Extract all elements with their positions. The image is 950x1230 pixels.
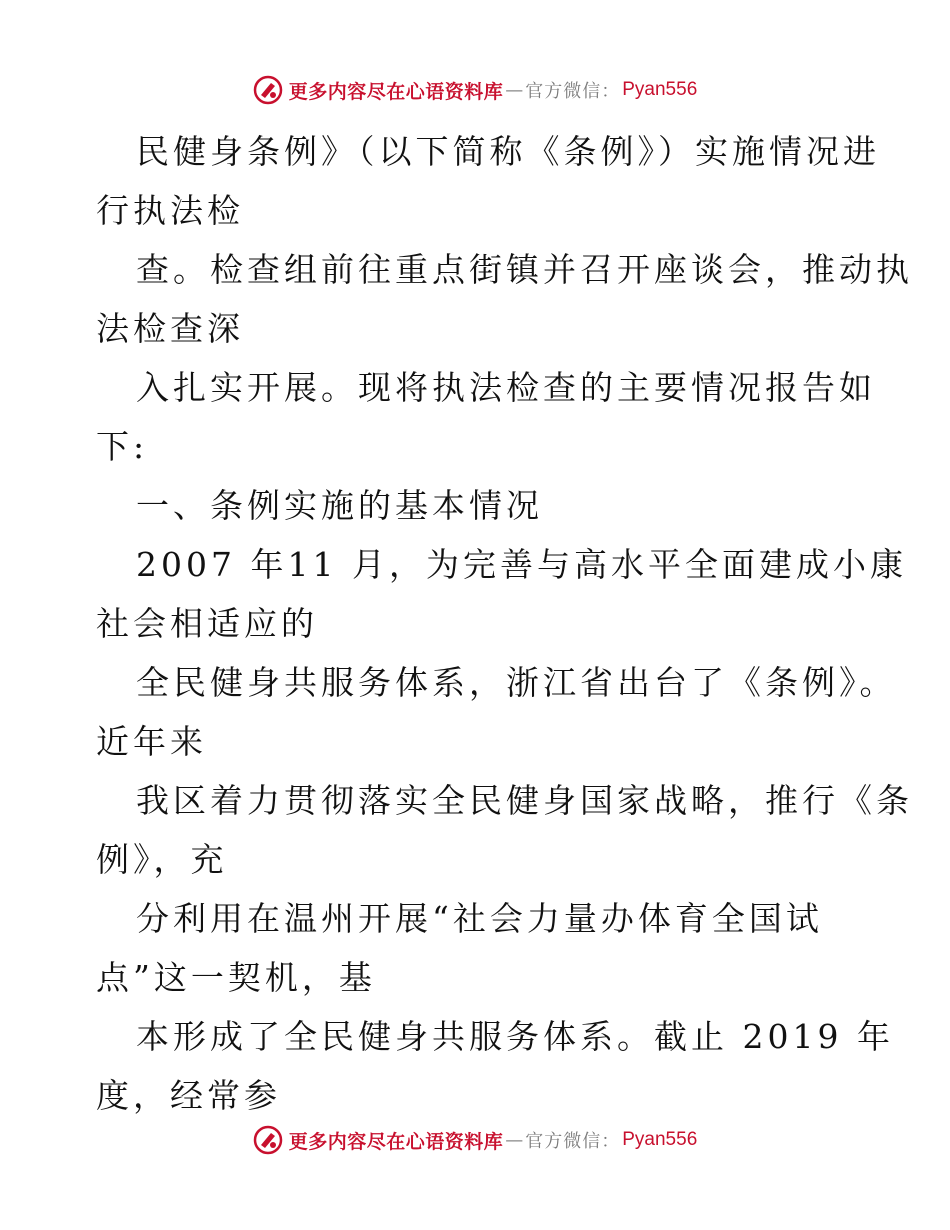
watermark-header <box>0 70 950 110</box>
watermark-site-text: 更多内容尽在心语资料库 <box>288 80 504 103</box>
watermark-footer <box>0 1120 950 1160</box>
body-line: 下: <box>96 427 149 466</box>
section-heading: 一、条例实施的基本情况 <box>136 486 543 525</box>
body-line: 分利用在温州开展“社会力量办体育全国试 <box>136 899 823 938</box>
body-line: 行执法检 <box>96 191 244 230</box>
body-line: 本形成了全民健身共服务体系。截止 2019 年 <box>136 1017 894 1056</box>
body-line: 入扎实开展。现将执法检查的主要情况报告如 <box>136 368 876 407</box>
body-line: 法检查深 <box>96 309 244 348</box>
watermark-wechat-id: Pyan556 <box>622 1129 698 1150</box>
body-line: 例》，充 <box>96 840 228 879</box>
watermark-wechat-label: 官方微信： <box>525 81 621 102</box>
watermark-wechat-id: Pyan556 <box>622 79 698 100</box>
watermark-separator: — <box>505 79 524 101</box>
body-line: 我区着力贯彻落实全民健身国家战略，推行《条 <box>136 781 913 820</box>
body-line: 度，经常参 <box>96 1076 281 1115</box>
body-line: 点”这一契机，基 <box>96 958 376 997</box>
body-line: 近年来 <box>96 722 207 761</box>
watermark-wechat-label: 官方微信： <box>525 1131 621 1152</box>
body-line: 全民健身共服务体系，浙江省出台了《条例》。 <box>136 663 897 702</box>
logo-icon <box>253 1125 283 1155</box>
body-line: 2007 年11 月，为完善与高水平全面建成小康 <box>136 545 907 584</box>
body-line: 社会相适应的 <box>96 604 318 643</box>
logo-icon <box>253 75 283 105</box>
watermark-separator: — <box>505 1129 524 1151</box>
body-line: 查。检查组前往重点街镇并召开座谈会，推动执 <box>136 250 913 289</box>
watermark-site-text: 更多内容尽在心语资料库 <box>288 1130 504 1153</box>
body-line: 民健身条例》（以下简称《条例》）实施情况进 <box>136 132 880 171</box>
document-body <box>96 122 913 1125</box>
